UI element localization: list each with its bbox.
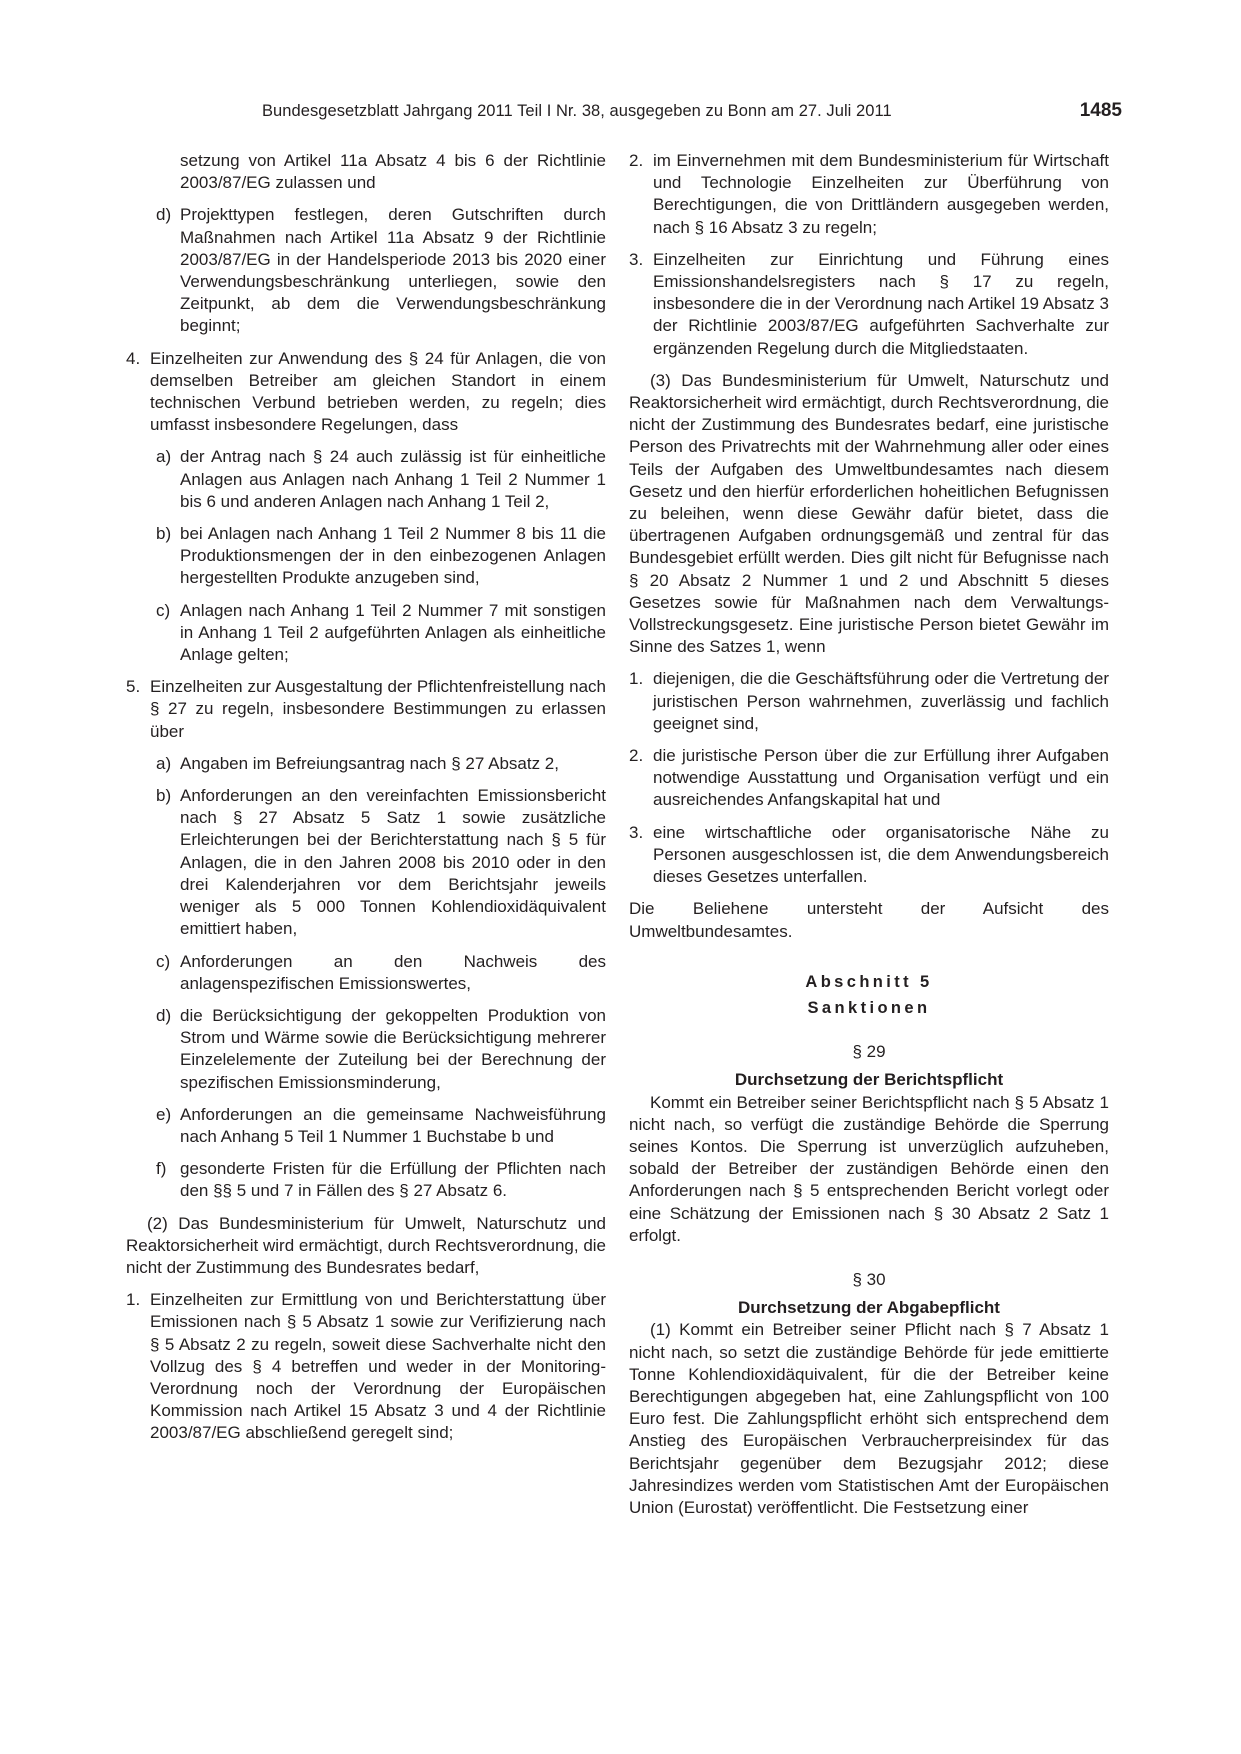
list-item [629, 249, 1109, 360]
item-label: 1. [629, 669, 644, 689]
item-label: e) [156, 1104, 172, 1124]
list-item [156, 1158, 606, 1202]
item-text: die Berücksichtigung der gekoppelten Produktion von Strom und Wärme sowie die Berücksichtigung mehrerer Einzelelemente der Zuteilung bei der Berechnung der spezifischen Emissionsminderung, [180, 1005, 606, 1092]
running-title: Bundesgesetzblatt Jahrgang 2011 Teil I Nr. 38, ausgegeben zu Bonn am 27. Juli 2011 [262, 102, 892, 120]
item-text: eine wirtschaftliche oder organisatorische Nähe zu Personen ausgeschlossen ist, die dem Anwendungsbereich dieses Gesetzes unterfallen. [653, 822, 1109, 887]
list-item [156, 204, 606, 337]
list-item [156, 600, 606, 667]
item-label: f) [156, 1159, 167, 1179]
list-item [629, 668, 1109, 735]
list-item [156, 753, 606, 775]
item-label: b) [156, 524, 172, 544]
list-item [126, 676, 606, 743]
item-label: c) [156, 600, 171, 620]
left-column [126, 150, 606, 1455]
paragraph: Die Beliehene untersteht der Aufsicht des Umweltbundesamtes. [629, 899, 1109, 941]
item-label: a) [156, 753, 172, 773]
list-item [629, 822, 1109, 889]
paragraph: (1) Kommt ein Betreiber seiner Pflicht nach § 7 Absatz 1 nicht nach, so setzt die zuständige Behörde für jede emittierte Tonne Kohlendioxidäquivalent, für die der Betreiber keine Berechtigungen abgegeben hat, eine Zahlungspflicht von 100 Euro fest. Die Zahlungspflicht erhöht sich entsprechend dem Anstieg des Europäischen Verbraucherpreisindex für das Berichtsjahr gegenüber dem Bezugsjahr 2012; diese Jahresindizes werden vom Statistischen Amt der Europäischen Union (Eurostat) veröffentlicht. Die Festsetzung einer [629, 1320, 1109, 1517]
item-label: 4. [126, 348, 141, 368]
item-label: 2. [629, 746, 644, 766]
paragraph-number: § 29 [852, 1042, 886, 1062]
list-item [126, 348, 606, 437]
item-text: gesonderte Fristen für die Erfüllung der Pflichten nach den §§ 5 und 7 in Fällen des § 27 Absatz 6. [180, 1159, 606, 1201]
item-text: bei Anlagen nach Anhang 1 Teil 2 Nummer 8 bis 11 die Produktionsmengen der in den einbezogenen Anlagen hergestellten Produkte anzugeben sind, [180, 524, 606, 588]
item-label: 5. [126, 677, 141, 697]
item-text: im Einvernehmen mit dem Bundesministerium für Wirtschaft und Technologie Einzelheiten zur Überführung von Berechtigungen, die von Drittländern ausgegeben werden, nach § 16 Absatz 3 zu regeln; [653, 151, 1109, 237]
paragraph-title: Durchsetzung der Abgabepflicht [738, 1298, 1000, 1318]
section-heading: Abschnitt 5 [805, 972, 933, 991]
item-text: Anforderungen an den vereinfachten Emissionsbericht nach § 27 Absatz 5 Satz 1 sowie zusätzliche Erleichterungen bei der Berichterstattung nach § 5 für Anlagen, die in den Jahren 2008 bis 2010 oder in den drei Kalenderjahren vor dem Berichtsjahr jeweils weniger als 5 000 Tonnen Kohlendioxidäquivalent emittiert haben, [180, 786, 606, 939]
item-text: Einzelheiten zur Ermittlung von und Berichterstattung über Emissionen nach § 5 Absatz 1 sowie zur Verifizierung nach § 5 Absatz 2 zu regeln, soweit diese Sachverhalte nicht den Vollzug des § 4 betreffen und weder in der Monitoring-Verordnung noch der Verordnung der Europäischen Kommission nach Artikel 15 Absatz 3 und 4 der Richtlinie 2003/87/EG abschließend geregelt sind; [150, 1290, 606, 1443]
item-label: 3. [629, 249, 644, 269]
list-item [629, 150, 1109, 239]
page-number: 1485 [1079, 100, 1122, 121]
paragraph: (3) Das Bundesministerium für Umwelt, Naturschutz und Reaktorsicherheit wird ermächtigt, durch Rechtsverordnung, die nicht der Zustimmung des Bundesrates bedarf, eine juristische Person des Privatrechts mit der Wahrnehmung aller oder eines Teils der Aufgaben des Umweltbundesamtes nach diesem Gesetz und den hierfür erforderlichen hoheitlichen Befugnissen zu beleihen, wenn diese Gewähr dafür bietet, dass die übertragenen Aufgaben ordnungsgemäß und zentral für das Bundesgebiet erfüllt werden. Dies gilt nicht für Befugnisse nach § 20 Absatz 2 Nummer 1 und 2 und Abschnitt 5 dieses Gesetzes sowie für Maßnahmen nach dem Verwaltungs-Vollstreckungsgesetz. Eine juristische Person bietet Gewähr im Sinne des Satzes 1, wenn [629, 370, 1110, 657]
list-item [629, 745, 1109, 812]
item-text: der Antrag nach § 24 auch zulässig ist für einheitliche Anlagen aus Anlagen nach Anhang 1 Teil 2 Nummer 1 bis 6 und anderen Anlagen nach Anhang 1 Teil 2, [180, 447, 606, 511]
list-item [126, 1289, 606, 1444]
list-item [156, 1104, 606, 1148]
item-text: die juristische Person über die zur Erfüllung ihrer Aufgaben notwendige Ausstattung und Organisation verfügt und ein ausreichendes Anfangskapital hat und [653, 746, 1109, 810]
item-text: Einzelheiten zur Einrichtung und Führung eines Emissionshandelsregisters nach § 17 zu regeln, insbesondere die in der Verordnung nach Artikel 19 Absatz 3 der Richtlinie 2003/87/EG aufgeführten Sachverhalte zur ergänzenden Regelung durch die Mitgliedstaaten. [653, 249, 1109, 358]
paragraph-number: § 30 [852, 1269, 886, 1289]
item-text: Angaben im Befreiungsantrag nach § 27 Absatz 2, [180, 753, 559, 773]
item-text: Einzelheiten zur Anwendung des § 24 für Anlagen, die von demselben Betreiber am gleichen Standort in einem technischen Verbund betrieben werden, zu regeln; dies umfasst insbesondere Regelungen, dass [150, 348, 606, 435]
continuation-text: setzung von Artikel 11a Absatz 4 bis 6 der Richtlinie 2003/87/EG zulassen und [180, 151, 606, 193]
list-item [156, 951, 606, 995]
item-label: 3. [629, 822, 644, 842]
item-label: c) [156, 951, 171, 971]
list-item [156, 446, 606, 513]
item-text: diejenigen, die die Geschäftsführung oder die Vertretung der juristischen Person wahrnehmen, zuverlässig und fachlich geeignet sind, [653, 669, 1109, 733]
paragraph-title: Durchsetzung der Berichtspflicht [734, 1070, 1004, 1090]
item-label: b) [156, 786, 172, 806]
item-text: Anlagen nach Anhang 1 Teil 2 Nummer 7 mit sonstigen in Anhang 1 Teil 2 aufgeführten Anlagen als einheitliche Anlage gelten; [180, 600, 606, 665]
item-label: a) [156, 447, 172, 467]
list-item [156, 1005, 606, 1094]
list-item [156, 785, 606, 940]
right-column [629, 150, 1109, 1529]
item-label: 2. [629, 151, 644, 170]
section-title: Sanktionen [807, 998, 931, 1017]
item-text: Projekttypen festlegen, deren Gutschriften durch Maßnahmen nach Artikel 11a Absatz 9 der Richtlinie 2003/87/EG in der Handelsperiode 2013 bis 2020 einer Verwendungsbeschränkung unterliegen, sowie den Zeitpunkt, ab dem die Verwendungsbeschränkung beginnt; [180, 205, 606, 336]
paragraph: (2) Das Bundesministerium für Umwelt, Naturschutz und Reaktorsicherheit wird ermächtigt, durch Rechtsverordnung, die nicht der Zustimmung des Bundesrates bedarf, [126, 1213, 607, 1277]
item-text: Einzelheiten zur Ausgestaltung der Pflichtenfreistellung nach § 27 zu regeln, insbesondere Bestimmungen zu erlassen über [150, 677, 606, 741]
page-header [262, 100, 1122, 126]
item-label: d) [156, 205, 172, 225]
item-label: 1. [126, 1290, 141, 1310]
list-item [156, 523, 606, 590]
item-text: Anforderungen an den Nachweis des anlagenspezifischen Emissionswertes, [180, 951, 606, 993]
item-label: d) [156, 1005, 172, 1025]
item-text: Anforderungen an die gemeinsame Nachweisführung nach Anhang 5 Teil 1 Nummer 1 Buchstabe b und [180, 1104, 606, 1146]
paragraph: Kommt ein Betreiber seiner Berichtspflicht nach § 5 Absatz 1 nicht nach, so verfügt die zuständige Behörde die Sperrung seines Kontos. Die Sperrung ist unverzüglich aufzuheben, sobald der Betreiber der zuständigen Behörde einen den Anforderungen nach § 5 entsprechenden Bericht vorlegt oder eine Schätzung der Emissionen nach § 30 Absatz 2 Satz 1 erfolgt. [629, 1092, 1109, 1245]
